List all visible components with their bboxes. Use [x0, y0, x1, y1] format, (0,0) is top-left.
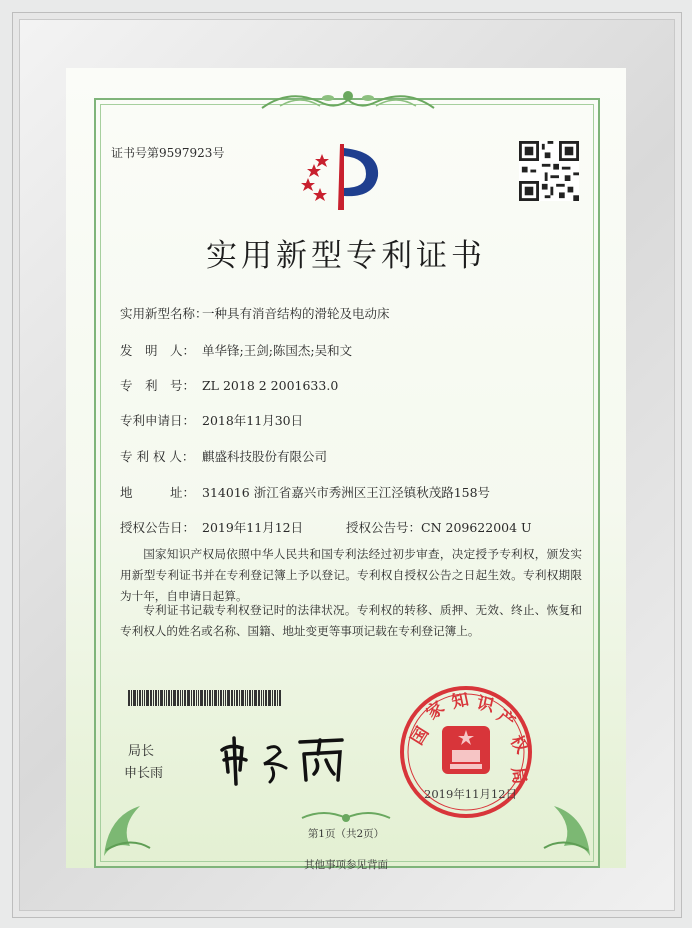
- svg-text:产: 产: [492, 706, 519, 733]
- page-info: 第1页（共2页）: [307, 828, 385, 840]
- certificate-number: 证书号第9597923号: [111, 146, 225, 160]
- field-address: [120, 483, 490, 501]
- paragraph-grant-statement: 国家知识产权局依照中华人民共和国专利法经过初步审查，决定授予专利权，颁发实用新型专利证书并在专利登记簿上予以登记。专利权自授权公告之日起生效。专利权期限为十年，自申请日起算。: [120, 547, 582, 603]
- field-grant-date: [120, 518, 303, 536]
- field-label: 专 利 号：: [120, 378, 196, 393]
- bottom-right-ornament: [534, 786, 594, 860]
- field-label: 授权公告日：: [120, 520, 196, 535]
- field-value: 2018年11月30日: [202, 413, 304, 428]
- field-label: 发 明 人：: [120, 343, 196, 358]
- director-title: 局长: [128, 744, 155, 759]
- bottom-left-ornament: [100, 786, 160, 860]
- svg-text:家: 家: [422, 697, 449, 724]
- bottom-center-ornament: [300, 806, 392, 826]
- svg-text:知: 知: [449, 689, 471, 713]
- field-patentee: [120, 447, 327, 465]
- qr-code: [519, 141, 579, 201]
- field-value: 2019年11月12日: [202, 520, 304, 535]
- field-inventors: [120, 341, 352, 359]
- certificate-title: 实用新型专利证书: [206, 238, 486, 274]
- director-signature: [216, 730, 356, 786]
- svg-text:识: 识: [474, 693, 496, 717]
- director-name: 申长雨: [124, 766, 164, 781]
- field-value: 麒盛科技股份有限公司: [202, 449, 328, 464]
- field-value: 单华锋;王剑;陈国杰;吴和文: [202, 343, 353, 358]
- seal-date: 2019年11月12日: [424, 787, 518, 801]
- field-value: ZL 2018 2 2001633.0: [202, 378, 339, 393]
- field-value: 一种具有消音结构的滑轮及电动床: [202, 306, 390, 321]
- barcode: [128, 690, 324, 706]
- field-value: CN 209622004 U: [421, 520, 532, 535]
- field-label: 地 址：: [120, 485, 196, 500]
- svg-text:权: 权: [505, 732, 532, 758]
- field-patent-number: [120, 376, 338, 394]
- svg-text:国: 国: [407, 723, 434, 749]
- field-value: 314016 浙江省嘉兴市秀洲区王江泾镇秋茂路158号: [202, 485, 491, 500]
- field-application-date: [120, 411, 303, 429]
- svg-text:局: 局: [507, 765, 530, 786]
- paragraph-legal-status: 专利证书记载专利权登记时的法律状况。专利权的转移、质押、无效、终止、恢复和专利权人的姓名或名称、国籍、地址变更等事项记载在专利登记簿上。: [120, 603, 582, 638]
- field-utility-name: [120, 304, 390, 322]
- field-label: 专 利 权 人：: [120, 449, 195, 464]
- field-grant-number: [346, 518, 532, 536]
- field-label: 专利申请日：: [120, 413, 196, 428]
- footer-note: 其他事项参见背面: [304, 859, 388, 871]
- top-ornament: [260, 86, 436, 116]
- field-label: 实用新型名称：: [120, 306, 208, 321]
- field-label: 授权公告号：: [346, 520, 422, 535]
- cnipa-logo: [300, 140, 384, 212]
